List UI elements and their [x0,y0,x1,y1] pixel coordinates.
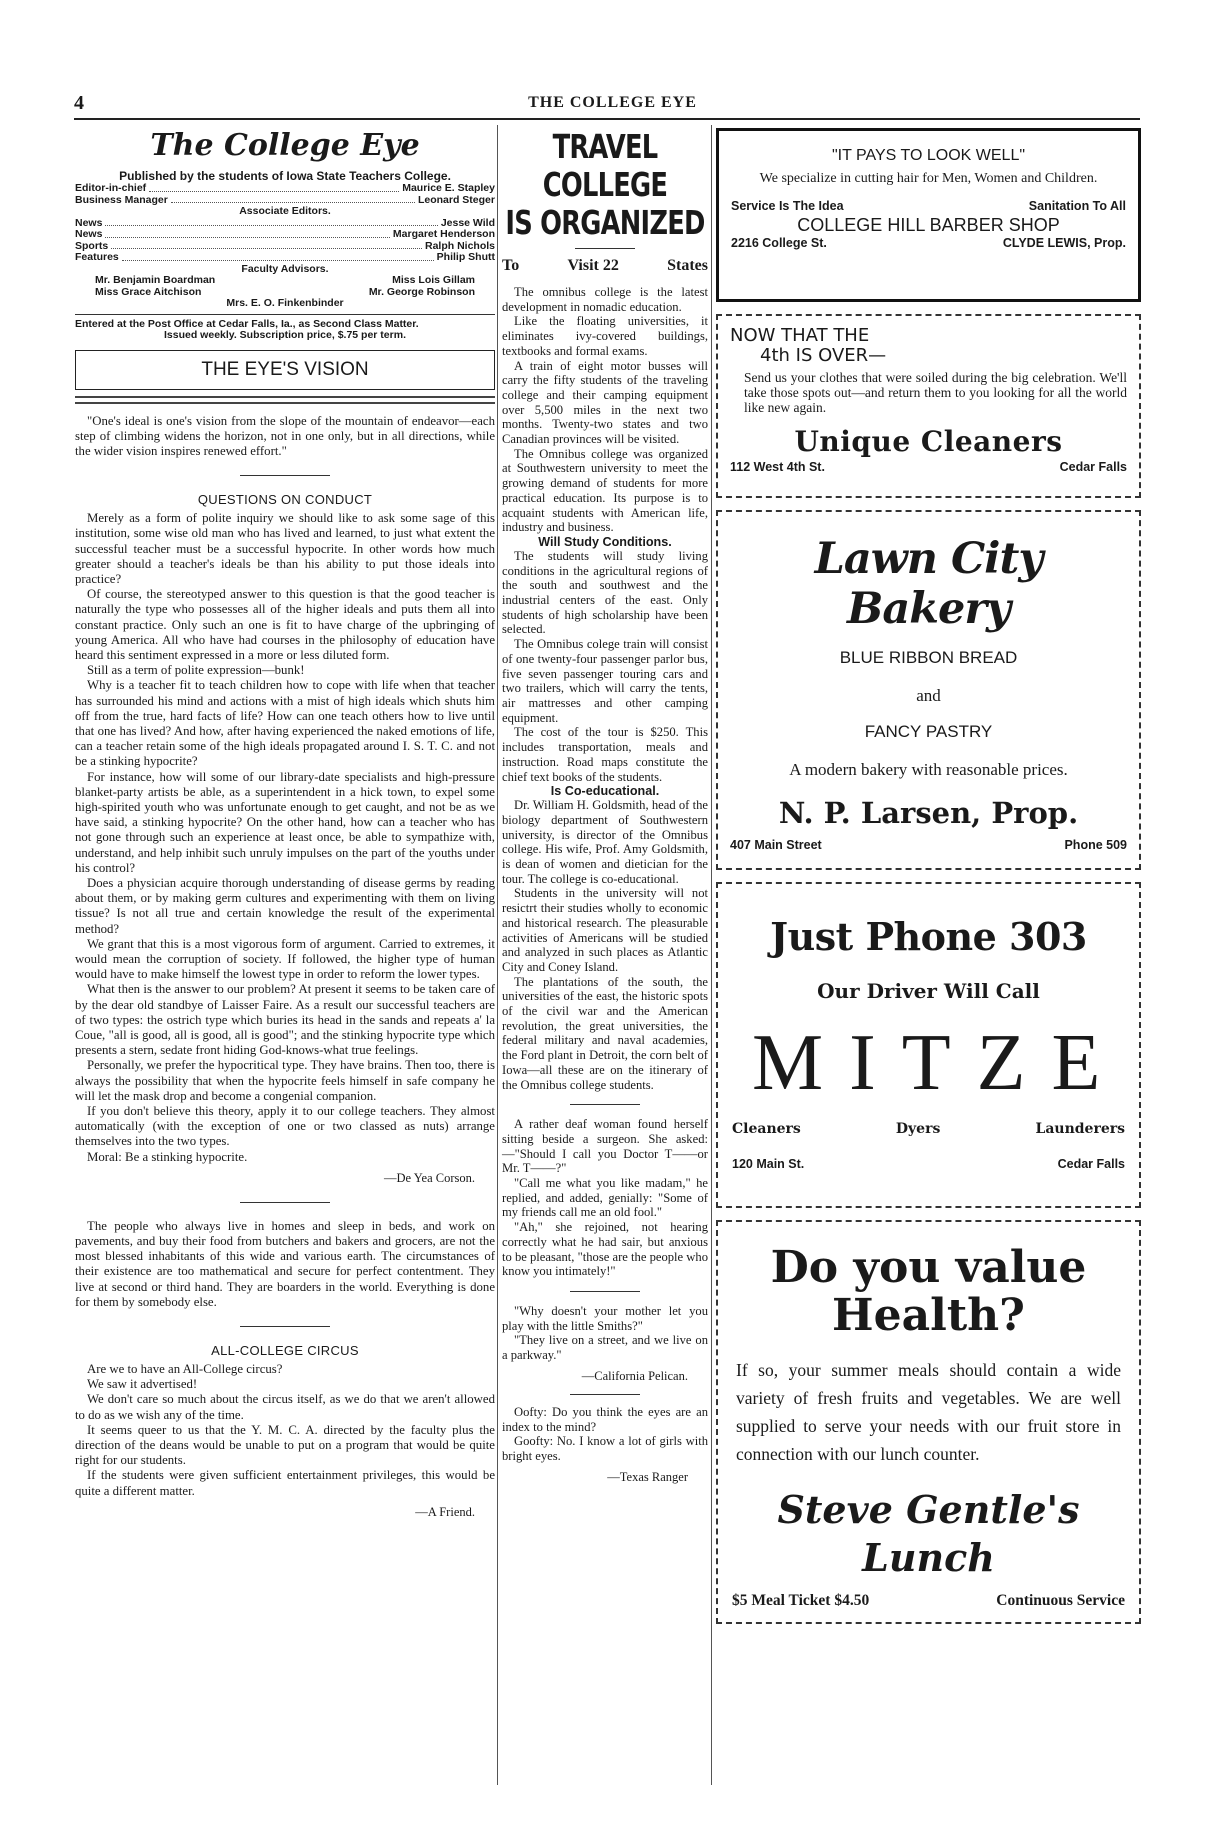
paragraph: What then is the answer to our problem? At present it seems to be taken care of by the dear old standbye of Laisser Faire. As a result our successful teachers are of two types: the ostrich type which buries its head in the sands and repeats a' la Coue, "all is good, all is good, all is good"; and the stinking hypocrite type which presents a stern, sedate front hiding God-knows-what true feelings. [75,982,495,1058]
header-rule [74,118,1140,120]
masthead-title: The College Eye [150,128,420,163]
paragraph: Oofty: Do you think the eyes are an index to the mind? [502,1404,708,1434]
ad-text: We specialize in cutting hair for Men, Women and Children. [759,171,1098,186]
paragraph: If the students were given sufficient entertainment privileges, this would be quite a different matter. [75,1468,495,1498]
paragraph: It seems queer to us that the Y. M. C. A. directed by the faculty plus the direction of the deans would be unable to put on a program that would be quite right for our students. [75,1422,495,1468]
faculty-row: Mrs. E. O. Finkenbinder [226,297,344,309]
paragraph: Moral: Be a stinking hypocrite. [87,1149,248,1164]
ad-mitze [716,882,1141,1208]
column-divider [497,125,498,1785]
issued-notice: Issued weekly. Subscription price, $.75 per term. [164,329,406,341]
staff-row: Features Philip Shutt [75,251,495,263]
ad-heading: NOW THAT THE 4th IS OVER— [730,325,887,366]
subhead: Will Study Conditions. [538,534,672,549]
ad-row: 407 Main Street Phone 509 [730,838,1127,852]
paragraph: The Omnibus colege train will consist of one twenty-four passenger parlor bus, five seven passenger touring cars and two trailers, which will carry the tents, air mattresses and other camping equipment. [502,637,708,725]
paragraph: Students in the university will not resictrt their studies wholly to economic and historical research. The pleasurable activities of Americans will be studied and analyzed in such places as Atlantic City and Coney Island. [502,886,708,974]
ad-line: BLUE RIBBON BREAD [839,648,1018,667]
paragraph: "They live on a street, and we live on a parkway." [502,1333,708,1363]
paragraph: Goofty: No. I know a lot of girls with bright eyes. [502,1434,708,1463]
ad-row: $5 Meal Ticket $4.50 Continuous Service [732,1592,1125,1609]
paragraph: Still as a term of polite expression—bunk! [87,663,305,678]
paragraph: We saw it advertised! [87,1377,198,1392]
paragraph: Are we to have an All-College circus? [87,1362,283,1377]
ad-row: Service Is The Idea Sanitation To All [731,199,1126,213]
paragraph: Why is a teacher fit to teach children how to cope with life when that teacher has surrounded his mind and actions with a mist of high ideals which shuts him off from the true, hard facts of life? How can one teach others how to live until that one has lived? And how, after having experienced the naked emotions of life, can a teacher retain some of the high ideals propagated around I. S. T. C. and not be a stinking hypocrite? [75,678,495,769]
page-number: 4 [74,92,84,114]
paragraph: The students will study living conditions in the agricultural regions of the south and southwest and the industrial centers of the east. Only students of high scholarship have been selected. [502,548,708,637]
separator [570,1291,640,1292]
faculty-row: Mr. Benjamin Boardman Miss Lois Gillam [95,274,475,286]
separator [570,1104,640,1105]
paragraph: A rather deaf woman found herself sitting beside a surgeon. She asked:—"Should I call you Doctor T——or Mr. T——?" [502,1117,708,1176]
vision-quote: "One's ideal is one's vision from the slope of the mountain of endeavor—each step of climbing widens the horizon, not in one only, but in all directions, while the wider vision inspires renewed effort." [75,413,495,458]
ad-barber-shop [716,128,1141,302]
ad-shop-name: Lawn City Bakery [814,534,1043,634]
ad-text: Send us your clothes that were soiled during the big celebration. We'll take those spots out—and return them to you looking for all the world like new again. [744,370,1127,415]
vision-title: THE EYE'S VISION [75,350,495,390]
staff-list [75,183,495,342]
ad-proprietor: N. P. Larsen, Prop. [778,796,1079,830]
paragraph: "Call me what you like madam," he replied, and added, genially: "Some of my friends call me an old fool." [502,1176,708,1220]
entered-notice: Entered at the Post Office at Cedar Falls, Ia., as Second Class Matter. [75,317,419,330]
faculty-title: Faculty Advisors. [241,262,329,275]
subhead: Is Co-educational. [550,784,660,799]
ad-shop-name: Unique Cleaners [794,425,1063,458]
masthead-published: Published by the students of Iowa State Teachers College. [119,169,451,183]
subheadline: To Visit 22 States [502,257,708,274]
faculty-row: Miss Grace Aitchison Mr. George Robinson [95,285,475,298]
ad-subheading: Our Driver Will Call [817,979,1040,1003]
column-editorial [75,128,495,1520]
paragraph: We grant that this is a most vigorous form of argument. Carried to extremes, it would mean the corruption of society. If followed, the higher type of human would have to make himself the lowest type in order to reform the lower types. [75,936,495,982]
byline: —De Yea Corson. [384,1170,475,1185]
paragraph: The Omnibus college was organized at Southwestern university to meet the growing demand of students for more practical education. Its purpose is to acquaint students with American life, industry and business. [502,446,708,535]
paper-title: THE COLLEGE EYE [528,94,697,111]
ad-shop-name: COLLEGE HILL BARBER SHOP [797,215,1060,235]
decorative-rule [75,396,495,404]
paragraph: Does a physician acquire thorough understanding of disease germs by reading about them, or by making germ cultures and experimenting with them on living tissue? Is not all true and certain knowledge the result of the experimental method? [75,875,495,936]
ad-bakery [716,510,1141,870]
ad-tagline: A modern bakery with reasonable prices. [789,760,1068,779]
column-news [502,128,708,1485]
paragraph: The cost of the tour is $250. This includes transportation, meals and instruction. Road maps constitute the chief text books of the students. [502,725,708,784]
paragraph: Dr. William H. Goldsmith, head of the biology department of Southwestern university, is director of the Omnibus college. His wife, Prof. Amy Goldsmith, is dean of women and dietician for the tour. The college is co-educational. [502,798,708,886]
byline: —Texas Ranger [607,1469,688,1484]
paragraph: For instance, how will some of our library-date specialists and high-pressure blanket-party artists be able, as a superintendent in a hick town, to expel some high-spirited youth who was unfortunate enough to get caught, and not be as we have said, a stinking hypocrite? On the other hand, how can a teacher who has not gone through such an experience at least once, be able to sympathize with, understand, and help inhibit such unruly impulses on the part of the youths under his control? [75,769,495,875]
paragraph: A train of eight motor busses will carry the fifty students of the traveling college and their camping equipment over 5,500 miles in the next two months. Twenty-two states and two Canadian provinces will be visited. [502,358,708,447]
separator [240,1326,330,1327]
ad-shop-name: MITZE [752,1019,1127,1107]
paragraph: The omnibus college is the latest development in nomadic education. [502,285,708,314]
associate-editors-title: Associate Editors. [239,205,331,217]
article-title: ALL-COLLEGE CIRCUS [211,1343,359,1359]
paragraph: If you don't believe this theory, apply it to our college teachers. They almost automatically (with the exception of one or two classed as nuts) arrange themselves into the two types. [75,1104,495,1149]
staff-row: Editor-in-chief Maurice E. Stapley [75,182,495,194]
paragraph: "Why doesn't your mother let you play with the little Smiths?" [502,1304,708,1333]
ad-heading: Do you value Health? [770,1242,1087,1341]
staff-row: News Margaret Henderson [75,228,495,240]
byline: —California Pelican. [581,1368,688,1383]
staff-row: News Jesse Wild [75,216,495,229]
ad-slogan: "IT PAYS TO LOOK WELL" [831,147,1026,164]
ad-row: 2216 College St. CLYDE LEWIS, Prop. [731,236,1126,250]
separator [240,1202,330,1203]
ad-shop-name: Steve Gentle's Lunch [777,1487,1080,1580]
paragraph: "Ah," she rejoined, not hearing correctly what he had sair, but anxious to be pleasant, "those are the people who know you intimately!" [502,1220,708,1279]
ad-text: If so, your summer meals should contain a wide variety of fresh fruits and vegetables. We are well supplied to serve your needs with our fruit store in connection with our lunch counter. [736,1360,1121,1464]
paragraph: The plantations of the south, the universities of the east, the historic spots of the civil war and the American revolution, the great universities, the federal military and naval academies, the Ford plant in Detroit, the corn belt of Iowa—all these are on the itinerary of the Omnibus college students. [502,974,708,1092]
column-divider [711,125,712,1785]
paragraph: Personally, we prefer the hypocritical type. They have brains. Then too, there is always the possibility that when the hypocrite feels himself in safe company he will let the mask drop and become a congenial companion. [75,1058,495,1103]
ad-unique-cleaners [716,314,1141,498]
separator [240,475,330,476]
staff-row: Business Manager Leonard Steger [75,193,495,206]
ad-lunch [716,1220,1141,1624]
separator [570,1394,640,1395]
column-ads [716,128,1141,1636]
staff-row: Sports Ralph Nichols [75,239,495,252]
paragraph: We don't care so much about the circus itself, as we do that we aren't allowed to do as we wish any of the time. [75,1392,495,1422]
byline: —A Friend. [415,1504,475,1519]
ad-line: FANCY PASTRY [864,722,993,741]
paragraph: Of course, the stereotyped answer to this question is that the good teacher is naturally the type who possesses all of the higher ideals and puts them all into constant practice. Only such an one is fit to have charge of the upbringing of young America. All who have had courses in the philosophy of education have heard this sentiment expressed in a more or less diluted form. [75,587,495,662]
paragraph: The people who always live in homes and sleep in beds, and work on pavements, and buy their food from butchers and bakers and grocers, are not the most blessed inhabitants of this wide and various earth. The circumstances of their existence are too mathematical and secure for perfect contentment. They live at second or third hand. They are boarders in the world. Everything is done for them by somebody else. [75,1218,495,1309]
ad-heading: Just Phone 303 [770,914,1087,959]
ad-row: 120 Main St. Cedar Falls [732,1157,1125,1171]
article-title: QUESTIONS ON CONDUCT [197,492,373,508]
ad-services: Cleaners Dyers Launderers [732,1121,1125,1137]
headline: TRAVEL COLLEGE IS ORGANIZED [505,127,705,242]
paragraph: Merely as a form of polite inquiry we should like to ask some sage of this institution, some wise old man who has lived and learned, to just what extent the successful teacher must be a successful hypocrite. In other words how much greater should a teacher's ideals be than his ability to put those ideals into practice? [75,511,495,586]
ad-line: and [916,686,941,705]
page-header [0,92,1225,118]
paragraph: Like the floating universities, it eliminates ivy-covered buildings, textbooks and formal exams. [502,314,708,358]
ad-row: 112 West 4th St. Cedar Falls [730,460,1127,474]
